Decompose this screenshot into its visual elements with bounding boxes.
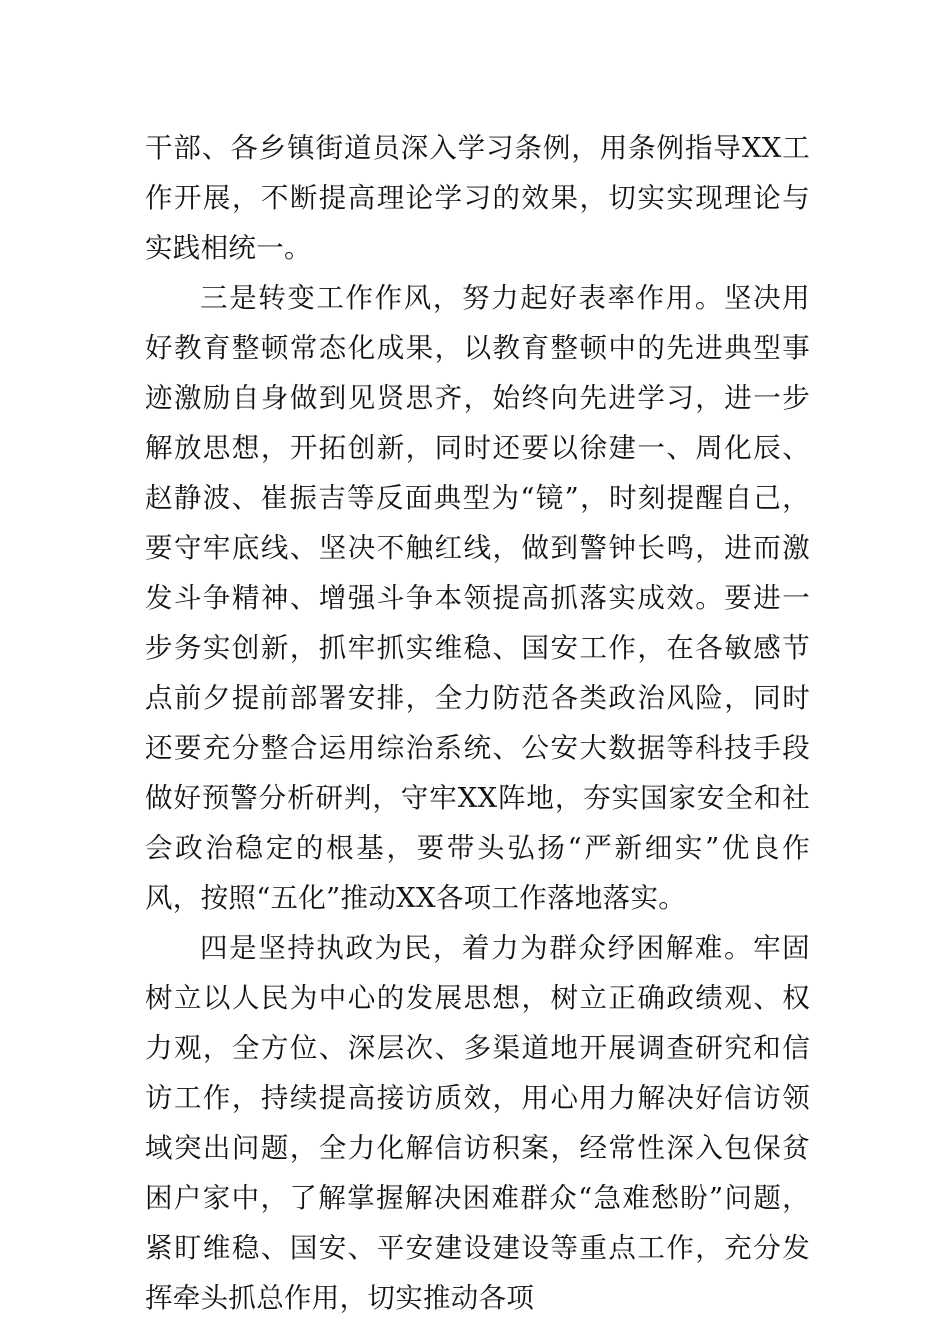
paragraph-point-four: 四是坚持执政为民，着力为群众纾困解难。牢固树立以人民为中心的发展思想，树立正确政绩观、权力观，全方位、深层次、多渠道地开展调查研究和信访工作，持续提高接访质效，用心用力解决好信访领域突出问题，全力化解信访积案，经常性深入包保贫困户家中，了解掌握解决困难群众“急难愁盼”问题，紧盯维稳、国安、平安建设建设等重点工作，充分发挥牵头抓总作用，切实推动各项	[145, 932, 810, 1314]
paragraph-point-three: 三是转变工作作风，努力起好表率作用。坚决用好教育整顿常态化成果，以教育整顿中的先进典型事迹激励自身做到见贤思齐，始终向先进学习，进一步解放思想，开拓创新，同时还要以徐建一、周化辰、赵静波、崔振吉等反面典型为“镜”，时刻提醒自己，要守牢底线、坚决不触红线，做到警钟长鸣，进而激发斗争精神、增强斗争本领提高抓落实成效。要进一步务实创新，抓牢抓实维稳、国安工作，在各敏感节点前夕提前部署安排，全力防范各类政治风险，同时还要充分整合运用综治系统、公安大数据等科技手段做好预警分析研判，守牢XX阵地，夯实国家安全和社会政治稳定的根基，要带头弘扬“严新细实”优良作风，按照“五化”推动XX各项工作落地落实。	[145, 282, 810, 914]
document-body	[145, 123, 810, 1323]
paragraph-continuation: 干部、各乡镇街道员深入学习条例，用条例指导XX工作开展，不断提高理论学习的效果，切实实现理论与实践相统一。	[145, 132, 810, 264]
